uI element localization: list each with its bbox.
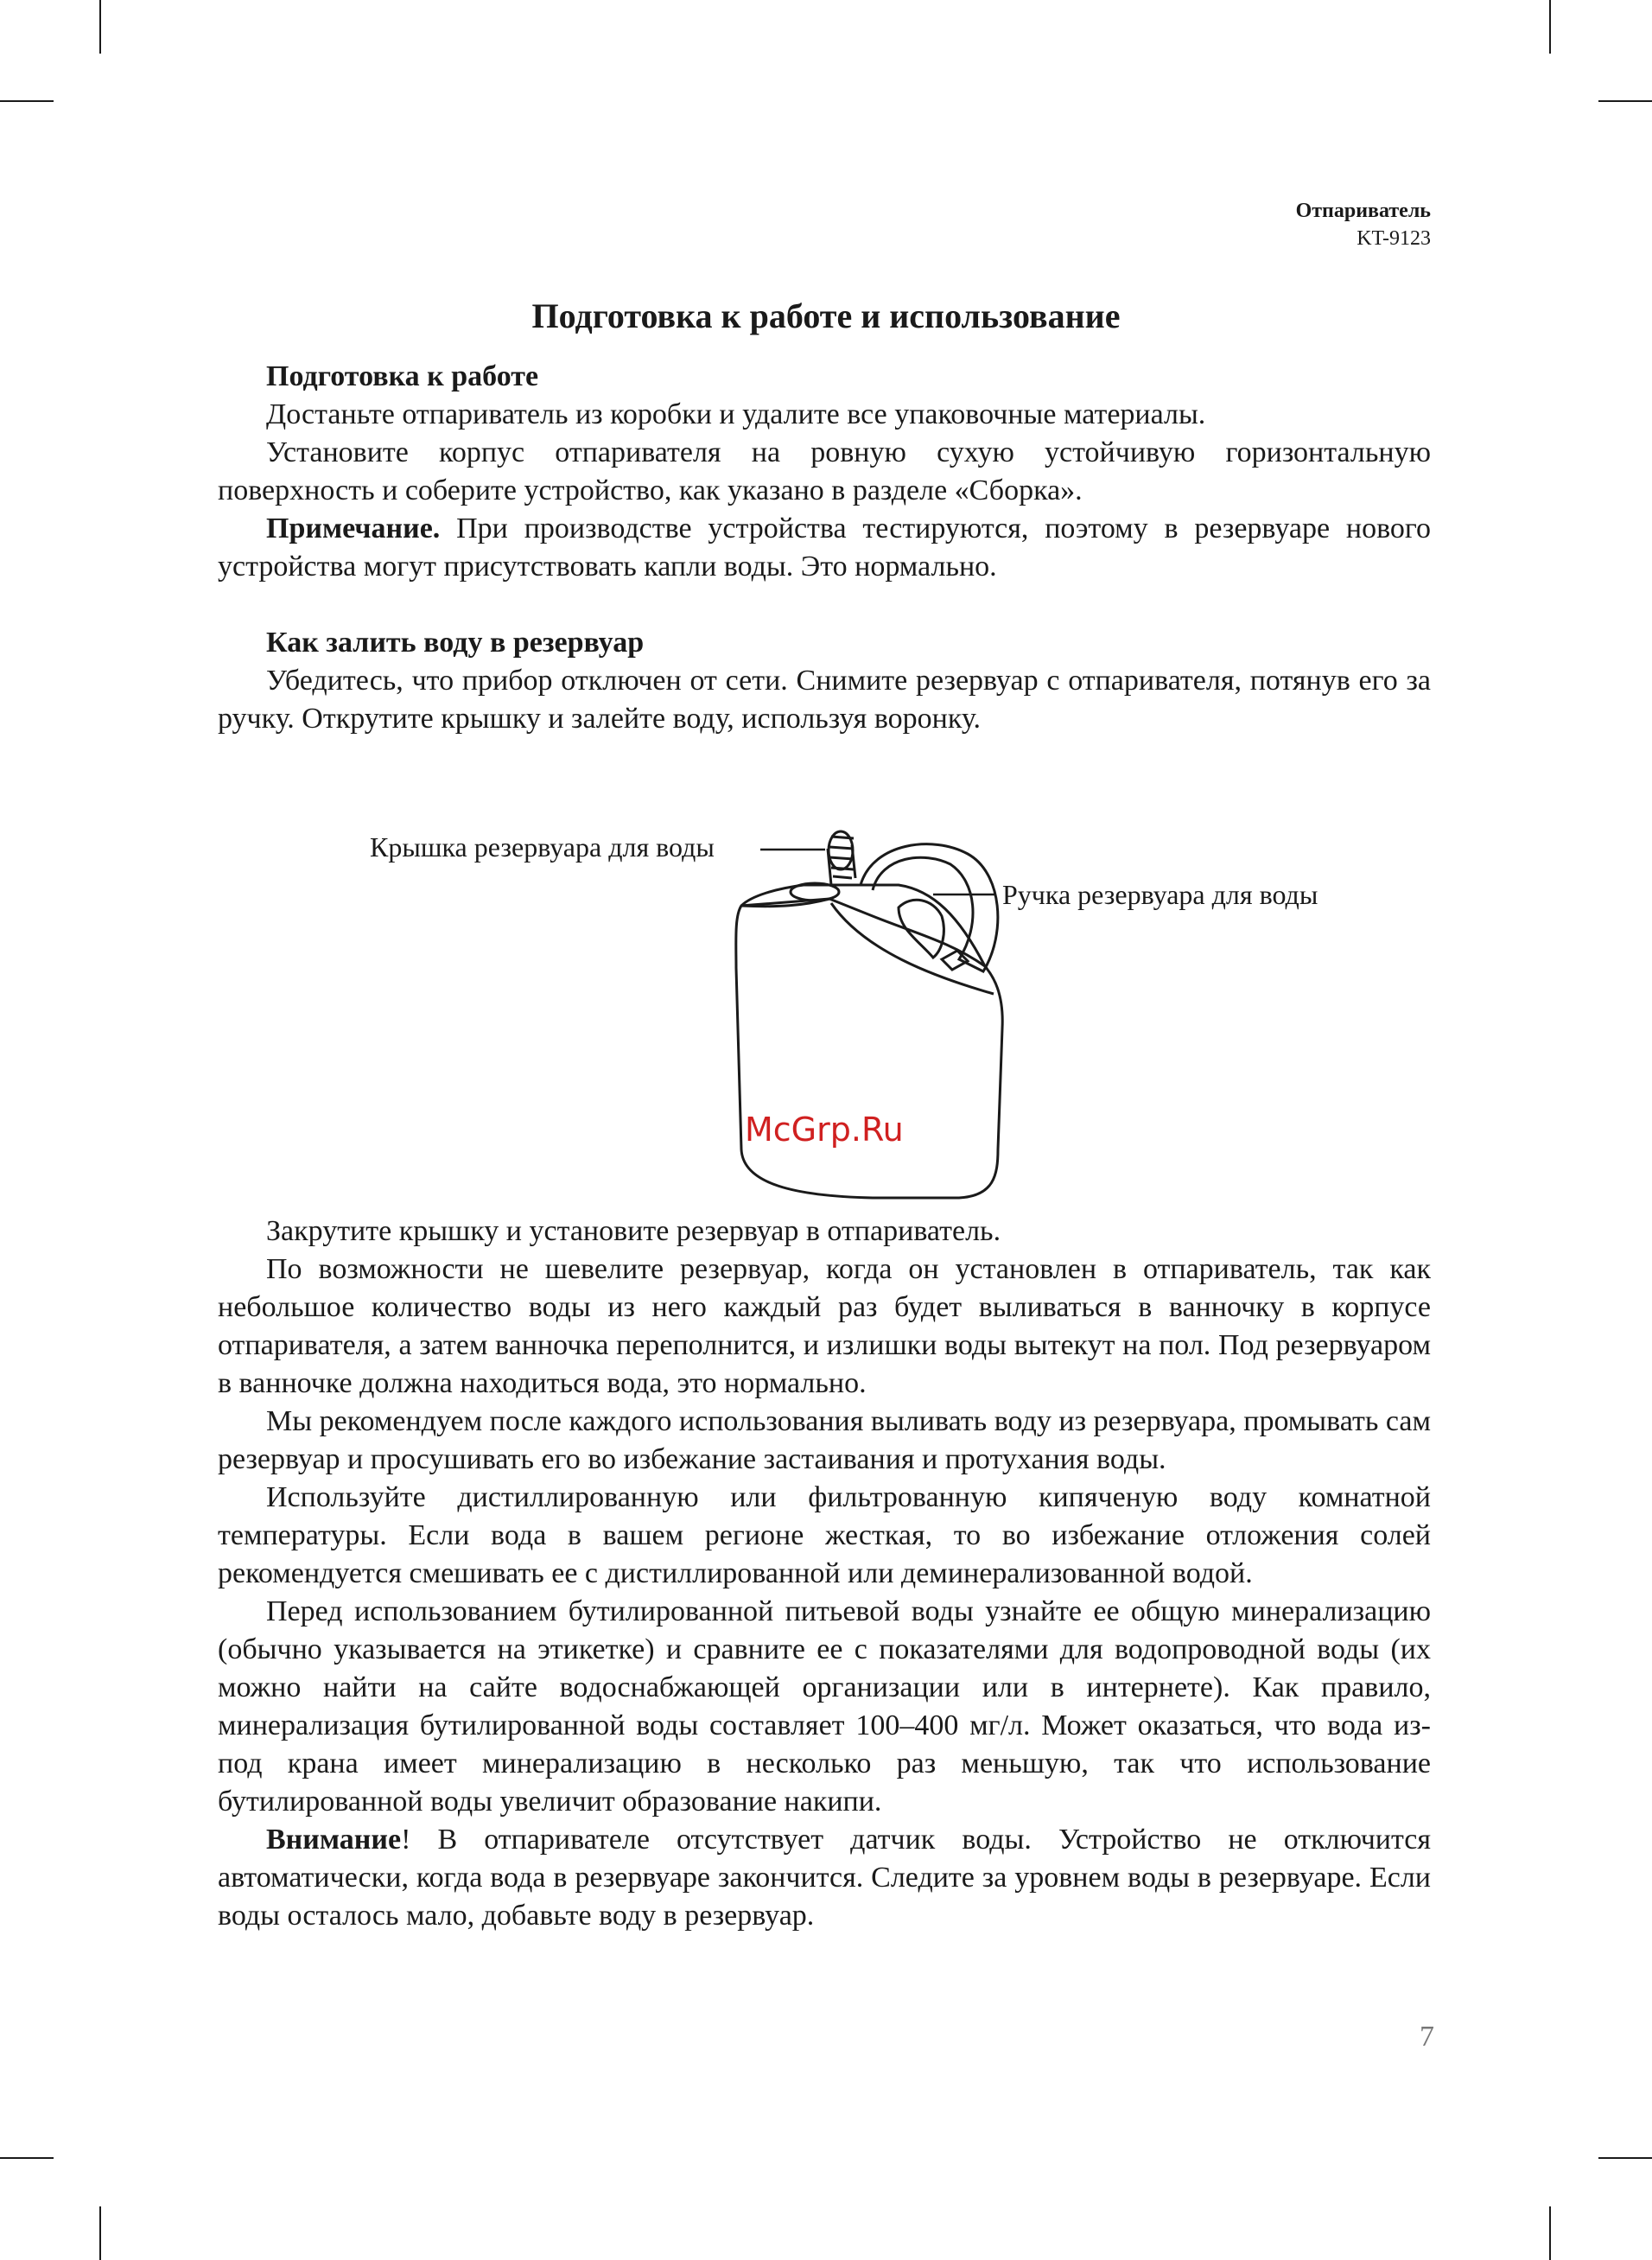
tank-body — [736, 899, 1002, 1198]
crop-mark — [1598, 2157, 1652, 2159]
paragraph: Перед использованием бутилированной питьевой воды узнайте ее общую минерализацию (обычно указывается на этикетке) и сравните ее с показателями для водопроводной воды (их можно найти на сайте водоснабжающей организации или в интернете). Как правило, минерализация бутилированной воды составляет 100–400 мг/л. Может оказаться, что вода из-под крана имеет минерализацию в несколько раз меньшую, так что использование бутилированной воды увеличит образование накипи. — [218, 1595, 1431, 1818]
crop-mark — [1549, 2206, 1551, 2260]
paragraph: По возможности не шевелите резервуар, когда он установлен в отпариватель, так как небольшое количество воды из него каждый раз будет выливаться в ванночку в корпусе отпаривателя, а затем ванночка переполнится, и излишки воды вытекут на пол. Под резервуаром в ванночке должна находиться вода, это нормально. — [218, 1253, 1431, 1399]
watermark: McGrp.Ru — [745, 1111, 904, 1149]
section-usage — [218, 1213, 1431, 1935]
label-tank-handle: Ручка резервуара для воды — [1002, 879, 1318, 910]
note-label: Примечание. — [266, 512, 441, 544]
crop-mark — [99, 2206, 101, 2260]
paragraph: Мы рекомендуем после каждого использования выливать воду из резервуара, промывать сам резервуар и просушивать его во избежание застаивания и протухания воды. — [218, 1405, 1431, 1475]
paragraph: Установите корпус отпаривателя на ровную сухую устойчивую горизонтальную поверхность и соберите устройство, как указано в разделе «Сборка». — [218, 436, 1431, 506]
note-text: При производстве устройства тестируются, поэтому в резервуаре нового устройства могут присутствовать капли воды. Это нормально. — [218, 512, 1431, 583]
cap-ridges — [829, 837, 854, 878]
crop-mark — [0, 2157, 54, 2159]
section-heading: Как залить воду в резервуар — [266, 627, 645, 659]
paragraph: Достаньте отпариватель из коробки и удалите все упаковочные материалы. — [266, 398, 1206, 430]
paragraph: Используйте дистиллированную или фильтрованную кипяченую воду комнатной температуры. Если вода в вашем регионе жесткая, то во избежание отложения солей рекомендуется смешивать ее с дистиллированной или деминерализованной водой. — [218, 1481, 1431, 1589]
handle-opening — [899, 900, 944, 958]
label-tank-cap: Крышка резервуара для воды — [370, 831, 715, 863]
section-heading: Подготовка к работе — [266, 360, 539, 392]
tank-top — [741, 885, 985, 966]
page-title: Подготовка к работе и использование — [531, 296, 1121, 335]
paragraph: Закрутите крышку и установите резервуар в отпариватель. — [266, 1215, 1001, 1247]
product-name: Отпариватель — [1295, 200, 1431, 222]
warning-paragraph — [218, 1821, 1431, 1935]
warning-text: ! В отпаривателе отсутствует датчик воды. Устройство не отключится автоматически, когда вода в резервуаре закончится. Следите за уровнем воды в резервуаре. Если воды осталось мало, добавьте воду в резервуар. — [218, 1824, 1431, 1932]
model-number: KT-9123 — [1357, 227, 1431, 250]
tank-front-edge — [831, 903, 994, 994]
page-number: 7 — [1420, 2021, 1434, 2053]
warning-label: Внимание — [266, 1824, 402, 1856]
paragraph: Убедитесь, что прибор отключен от сети. Снимите резервуар с отпаривателя, потянув его за ручку. Открутите крышку и залейте воду, используя воронку. — [218, 665, 1431, 735]
